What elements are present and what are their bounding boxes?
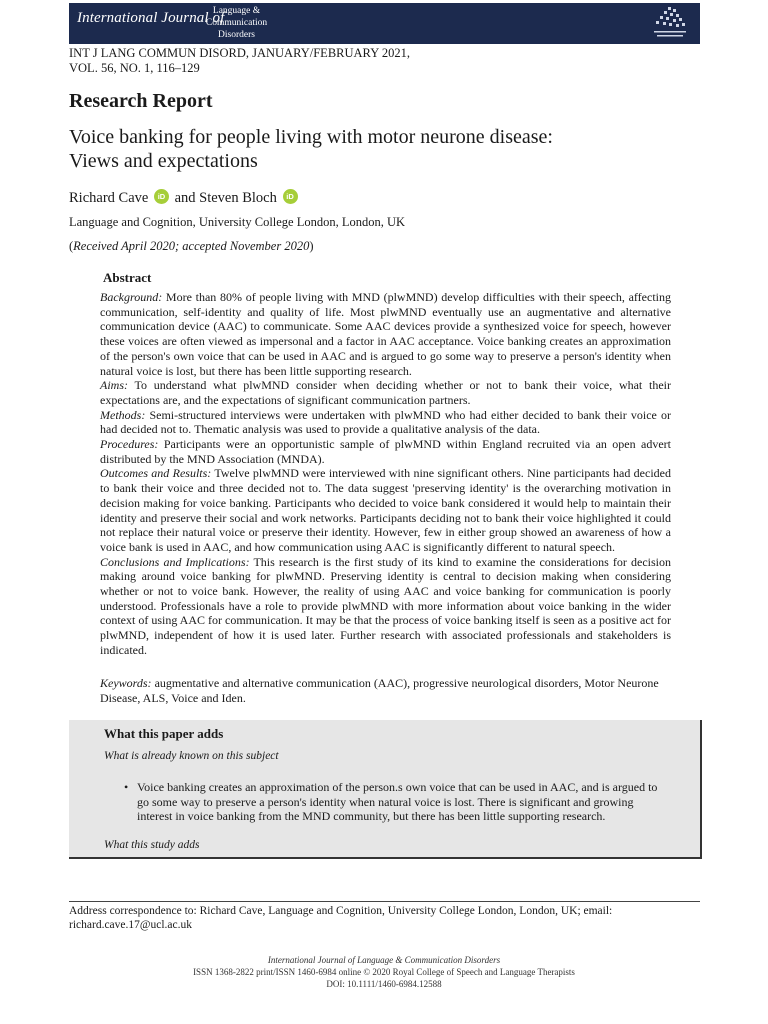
section-label: Conclusions and Implications: xyxy=(100,554,250,569)
section-label: Methods: xyxy=(100,407,146,422)
section-label: Outcomes and Results: xyxy=(100,466,212,481)
section-text: This research is the first study of its kind to examine the considerations for decision making around voice banking for plwMND. Preserving identity is central to decision making when considering whether or not to voice bank. However, the reality of using AAC and voice banking for communication is poorly understood. Professionals have a role to provide plwMND with more information about voice banking in the wider context of using AAC for communication. It may be that the process of voice banking itself is seen as a positive act for plwMND, independent of how it is used later. Further research with associated professionals and stakeholders is indicated. xyxy=(100,554,671,657)
abstract-section xyxy=(100,466,671,554)
section-text: More than 80% of people living with MND (plwMND) develop difficulties with their speech, affecting communication, self-identity and quality of life. Most plwMND eventually use an augmentative and alternative communication device (AAC) to communicate. Some AAC devices provide a synthesized voice for speech, however these voices are often viewed as impersonal and a factor in AAC acceptance. Voice banking creates an approximation of the person's own voice that can be used in AAC and is argued to go some way to preserve a person's identity when natural voice is lost, but there has been little supporting research. xyxy=(100,290,671,378)
paren: ( xyxy=(69,239,74,253)
title-line: Voice banking for people living with motor neurone disease: xyxy=(69,126,553,148)
footer-doi: DOI: 10.1111/1460-6984.12588 xyxy=(326,979,442,989)
orcid-icon[interactable]: iD xyxy=(154,189,169,204)
abstract-section xyxy=(100,290,671,378)
article-title xyxy=(69,125,709,173)
abstract-section xyxy=(100,408,671,437)
authors xyxy=(69,189,300,207)
author-name: Steven Bloch xyxy=(199,190,277,206)
abstract-body xyxy=(100,290,671,658)
citation-line: INT J LANG COMMUN DISORD, JANUARY/FEBRUARY 2021, xyxy=(69,46,411,60)
what-this-paper-adds-box xyxy=(69,720,702,859)
box-heading: What this paper adds xyxy=(104,726,224,741)
bullet-icon: • xyxy=(124,780,129,794)
title-line: Views and expectations xyxy=(69,150,258,172)
keywords xyxy=(100,676,671,705)
abstract-section xyxy=(100,555,671,658)
received-dates xyxy=(69,239,314,254)
section-text: To understand what plwMND consider when deciding whether or not to bank their voice, what their expectations are, and the expectations of significant communication partners. xyxy=(100,378,671,407)
footer-journal: International Journal of Language & Communication Disorders xyxy=(267,955,501,965)
journal-subtitle-line: Language & xyxy=(212,6,261,16)
author-conjunction: and xyxy=(174,190,196,206)
section-text: Twelve plwMND were interviewed with nine significant others. Nine participants had decided to bank their voice and three decided not to. The data suggest 'preserving identity' is the overarching motivation in decision making for voice banking. Participants who decided to voice bank considered it would help to maintain their identity and preserve their social and work networks. Participants deciding not to bank their voice highlighted it could not replace their natural voice or preserve their identity. However, few in either group showed an awareness of how a voice bank is used in AAC, and how communication using AAC is significantly different to natural speech. xyxy=(100,466,671,554)
bullet-text: Voice banking creates an approximation of the person.s own voice that can be used in AAC, and is argued to go some way to preserve a person's identity when natural voice is lost. There is significant and growing interest in voice banking from the MND community, but there has been little supporting research. xyxy=(137,780,658,823)
page-footer xyxy=(0,954,768,990)
orcid-icon[interactable]: iD xyxy=(283,189,298,204)
divider xyxy=(69,901,700,902)
box-known-label: What is already known on this subject xyxy=(104,750,279,762)
abstract-section xyxy=(100,437,671,466)
keywords-label: Keywords: xyxy=(100,676,152,690)
paren: ) xyxy=(309,239,314,253)
journal-subtitle-line: Communication xyxy=(205,18,268,28)
citation xyxy=(69,46,410,76)
box-bullet-item xyxy=(124,780,669,824)
journal-banner xyxy=(69,3,700,44)
correspondence-address: Address correspondence to: Richard Cave, Language and Cognition, University College London, London, UK; email: richard.cave.17@ucl.ac.uk xyxy=(69,905,613,931)
box-adds-label: What this study adds xyxy=(104,839,200,851)
journal-logo-icon xyxy=(648,5,692,42)
received-text: Received April 2020; accepted November 2020 xyxy=(73,239,310,253)
section-text: Participants were an opportunistic sample of plwMND within England recruited via an open advert distributed by the MND Association (MNDA). xyxy=(100,437,671,466)
footer-issn: ISSN 1368-2822 print/ISSN 1460-6984 online © 2020 Royal College of Speech and Language Therapists xyxy=(193,967,575,977)
journal-subtitle xyxy=(194,5,279,41)
abstract-heading: Abstract xyxy=(103,270,152,285)
citation-line: VOL. 56, NO. 1, 116–129 xyxy=(69,61,200,75)
section-text: Semi-structured interviews were undertaken with plwMND who had either decided to bank their voice or had decided not to. Thematic analysis was used to provide a qualitative analysis of the data. xyxy=(100,407,671,437)
abstract-section xyxy=(100,378,671,407)
keywords-text: augmentative and alternative communication (AAC), progressive neurological disorders, Motor Neurone Disease, ALS, Voice and Iden. xyxy=(100,676,659,705)
section-label: Aims: xyxy=(100,378,128,393)
affiliation: Language and Cognition, University College London, London, UK xyxy=(69,215,406,229)
journal-subtitle-line: Disorders xyxy=(218,30,255,40)
article-type: Research Report xyxy=(69,90,213,112)
section-label: Procedures: xyxy=(100,437,159,452)
journal-title: International Journal of xyxy=(77,10,225,26)
author-name: Richard Cave xyxy=(69,190,149,206)
section-label: Background: xyxy=(100,290,163,304)
